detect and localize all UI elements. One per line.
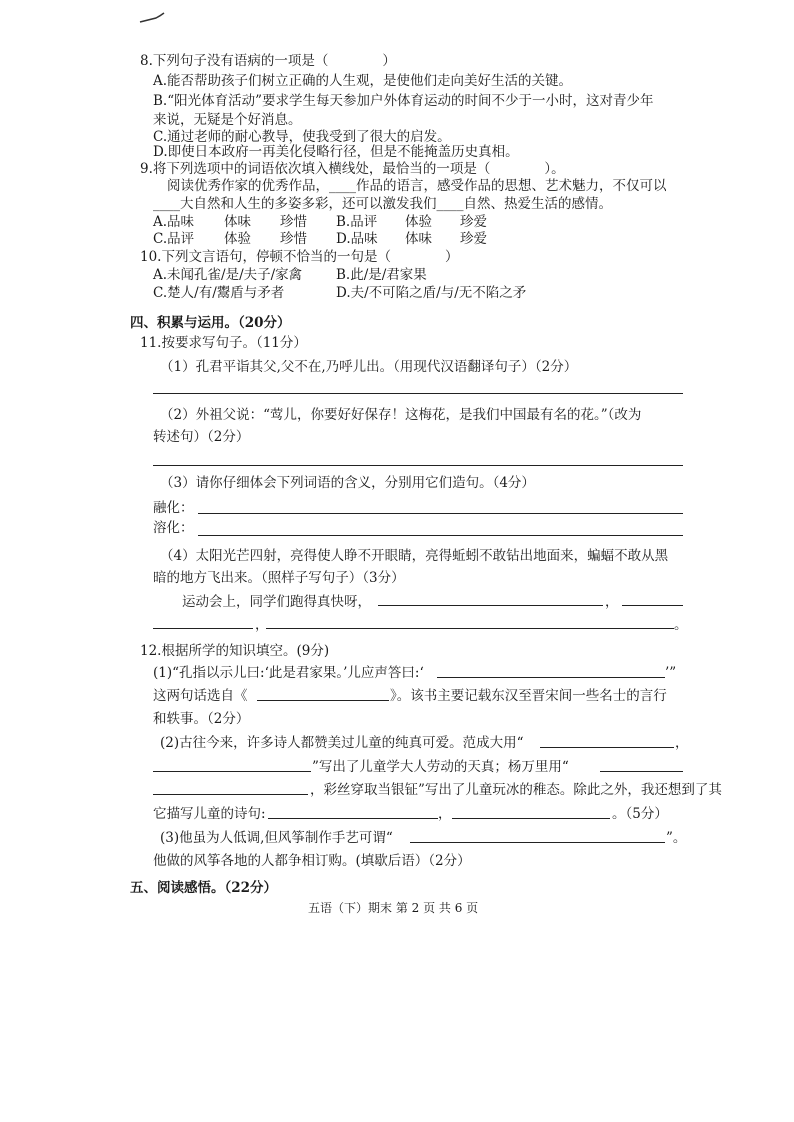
q8-option-c: C.通过老师的耐心教导，使我受到了很大的启发。 (153, 129, 451, 145)
q8-option-b-cont: 来说，无疑是个好消息。 (153, 112, 302, 128)
q8-option-b: B.“阳光体育活动”要求学生每天参加户外体育运动的时间不少于一小时，这对青少年 (153, 93, 654, 109)
q11-4-answer-line-4[interactable] (266, 628, 674, 629)
q10-option-a: A.未闻孔雀/是/夫子/家禽 (153, 267, 303, 283)
q8-option-d: D.即使日本政府一再美化侵略行径，但是不能掩盖历史真相。 (153, 144, 519, 160)
q12-1-answer-line[interactable] (437, 677, 665, 678)
q9-option-d-3: 珍爱 (460, 231, 487, 247)
q12-3-prompt: (3)他虽为人低调,但风筝制作手艺可谓“ (160, 830, 393, 846)
q9-option-b-3: 珍爱 (460, 214, 487, 230)
q12-1-book-answer-line[interactable] (257, 700, 389, 701)
q11-4-period: 。 (674, 617, 688, 633)
q9-option-a-2: 体味 (224, 214, 251, 230)
q12-2-answer-line-1[interactable] (540, 747, 674, 748)
q11-2-prompt-cont: 转述句）（2分） (153, 429, 250, 445)
q11-2-prompt: （2）外祖父说：“莺儿，你要好好保存！这梅花，是我们中国最有名的花。”（改为 (160, 407, 642, 423)
q11-3-word-1: 融化： (153, 500, 194, 516)
q9-option-c-2: 体验 (224, 231, 251, 247)
q12-2-prompt: (2)古往今来，许多诗人都赞美过儿童的纯真可爱。范成大用“ (160, 735, 524, 751)
q10-option-c: C.楚人/有/鬻盾与矛者 (153, 285, 285, 301)
q12-3-answer-line[interactable] (410, 842, 665, 843)
q12-1-prompt-end: 和轶事。（2分） (153, 711, 250, 727)
q11-4-prompt-cont: 暗的地方飞出来。（照样子写句子）（3分） (153, 570, 405, 586)
q12-2-comma-2: ， (438, 806, 452, 822)
q11-4-answer-line-3[interactable] (153, 628, 253, 629)
q10-stem: 10.下列文言语句，停顿不恰当的一句是（ ） (140, 249, 459, 265)
q12-1-prompt: (1)“孔指以示儿曰:‘此是君家果。’儿应声答曰:‘ (153, 665, 424, 681)
q9-stem: 9.将下列选项中的词语依次填入横线处，最恰当的一项是（ ）。 (140, 161, 565, 177)
q8-option-a: A.能否帮助孩子们树立正确的人生观，是使他们走向美好生活的关键。 (153, 73, 573, 89)
q9-option-a-3: 珍惜 (280, 214, 307, 230)
q11-2-answer-line[interactable] (153, 465, 683, 466)
q12-2-comma: ， (675, 735, 689, 751)
q12-stem: 12.根据所学的知识填空。(9分) (140, 643, 330, 659)
q11-4-sentence-start: 运动会上，同学们跑得真快呀， (182, 594, 371, 610)
q12-3-quote-close: ”。 (666, 830, 687, 846)
q9-option-c-1: C.品评 (153, 231, 195, 247)
q10-option-d: D.夫/不可陷之盾/与/无不陷之矛 (336, 285, 527, 301)
q12-2-end: 。（5分） (612, 806, 668, 822)
q10-option-b: B.此/是/君家果 (336, 267, 427, 283)
q11-4-comma-1: ， (605, 594, 619, 610)
q12-2-answer-line-3[interactable] (600, 771, 683, 772)
q11-3-word-2-answer-line[interactable] (198, 535, 683, 536)
section-5-heading: 五、阅读感悟。（22分） (130, 880, 278, 896)
q8-stem: 8.下列句子没有语病的一项是（ ） (140, 53, 396, 69)
q9-passage-1: 阅读优秀作家的优秀作品，____作品的语言，感受作品的思想、艺术魅力，不仅可以 (167, 178, 667, 194)
q12-2-text-4: 它描写儿童的诗句: (153, 806, 266, 822)
q11-stem: 11.按要求写句子。（11分） (140, 335, 307, 351)
q12-1-quote-close: ’” (665, 665, 677, 681)
q12-2-text-2: ”写出了儿童学大人劳动的天真；杨万里用“ (312, 759, 569, 775)
q12-2-answer-line-5[interactable] (268, 818, 438, 819)
section-4-heading: 四、积累与运用。（20分） (130, 315, 291, 331)
q9-option-b-1: B.品评 (336, 214, 378, 230)
q11-4-answer-line-1[interactable] (378, 605, 603, 606)
q11-1-answer-line[interactable] (153, 393, 683, 394)
q12-2-text-3: ，彩丝穿取当银钲”写出了儿童玩冰的稚态。除此之外，我还想到了其 (310, 782, 722, 798)
q9-option-c-3: 珍惜 (280, 231, 307, 247)
q12-2-answer-line-4[interactable] (153, 794, 308, 795)
q12-1-source-pre: 这两句话选自《 (153, 688, 248, 704)
q9-option-d-2: 体味 (405, 231, 432, 247)
q11-4-answer-line-2[interactable] (622, 605, 683, 606)
q12-3-prompt-cont: 他做的风筝各地的人都争相订购。(填歇后语）（2分） (153, 853, 471, 869)
scan-smudge (138, 10, 168, 26)
q11-1-prompt: （1）孔君平诣其父,父不在,乃呼儿出。（用现代汉语翻译句子）（2分） (160, 359, 578, 375)
q11-4-comma-2: ， (255, 617, 269, 633)
q9-option-d-1: D.品味 (336, 231, 378, 247)
q9-option-a-1: A.品味 (153, 214, 195, 230)
q9-option-b-2: 体验 (405, 214, 432, 230)
q12-1-source-post: 》。该书主要记载东汉至晋宋间一些名士的言行 (390, 688, 667, 704)
q11-4-prompt: （4）太阳光芒四射，亮得使人睁不开眼睛，亮得蚯蚓不敢钻出地面来，蝙蝠不敢从黑 (160, 548, 669, 564)
page-footer: 五语（下）期末 第 2 页 共 6 页 (308, 901, 479, 915)
q12-2-answer-line-6[interactable] (452, 818, 610, 819)
q12-2-answer-line-2[interactable] (153, 771, 311, 772)
q11-3-word-1-answer-line[interactable] (198, 513, 683, 514)
q11-3-prompt: （3）请你仔细体会下列词语的含义，分别用它们造句。（4分） (160, 475, 535, 491)
q9-passage-2: ____大自然和人生的多姿多彩，还可以激发我们____自然、热爱生活的感情。 (153, 196, 612, 212)
q11-3-word-2: 溶化： (153, 520, 194, 536)
